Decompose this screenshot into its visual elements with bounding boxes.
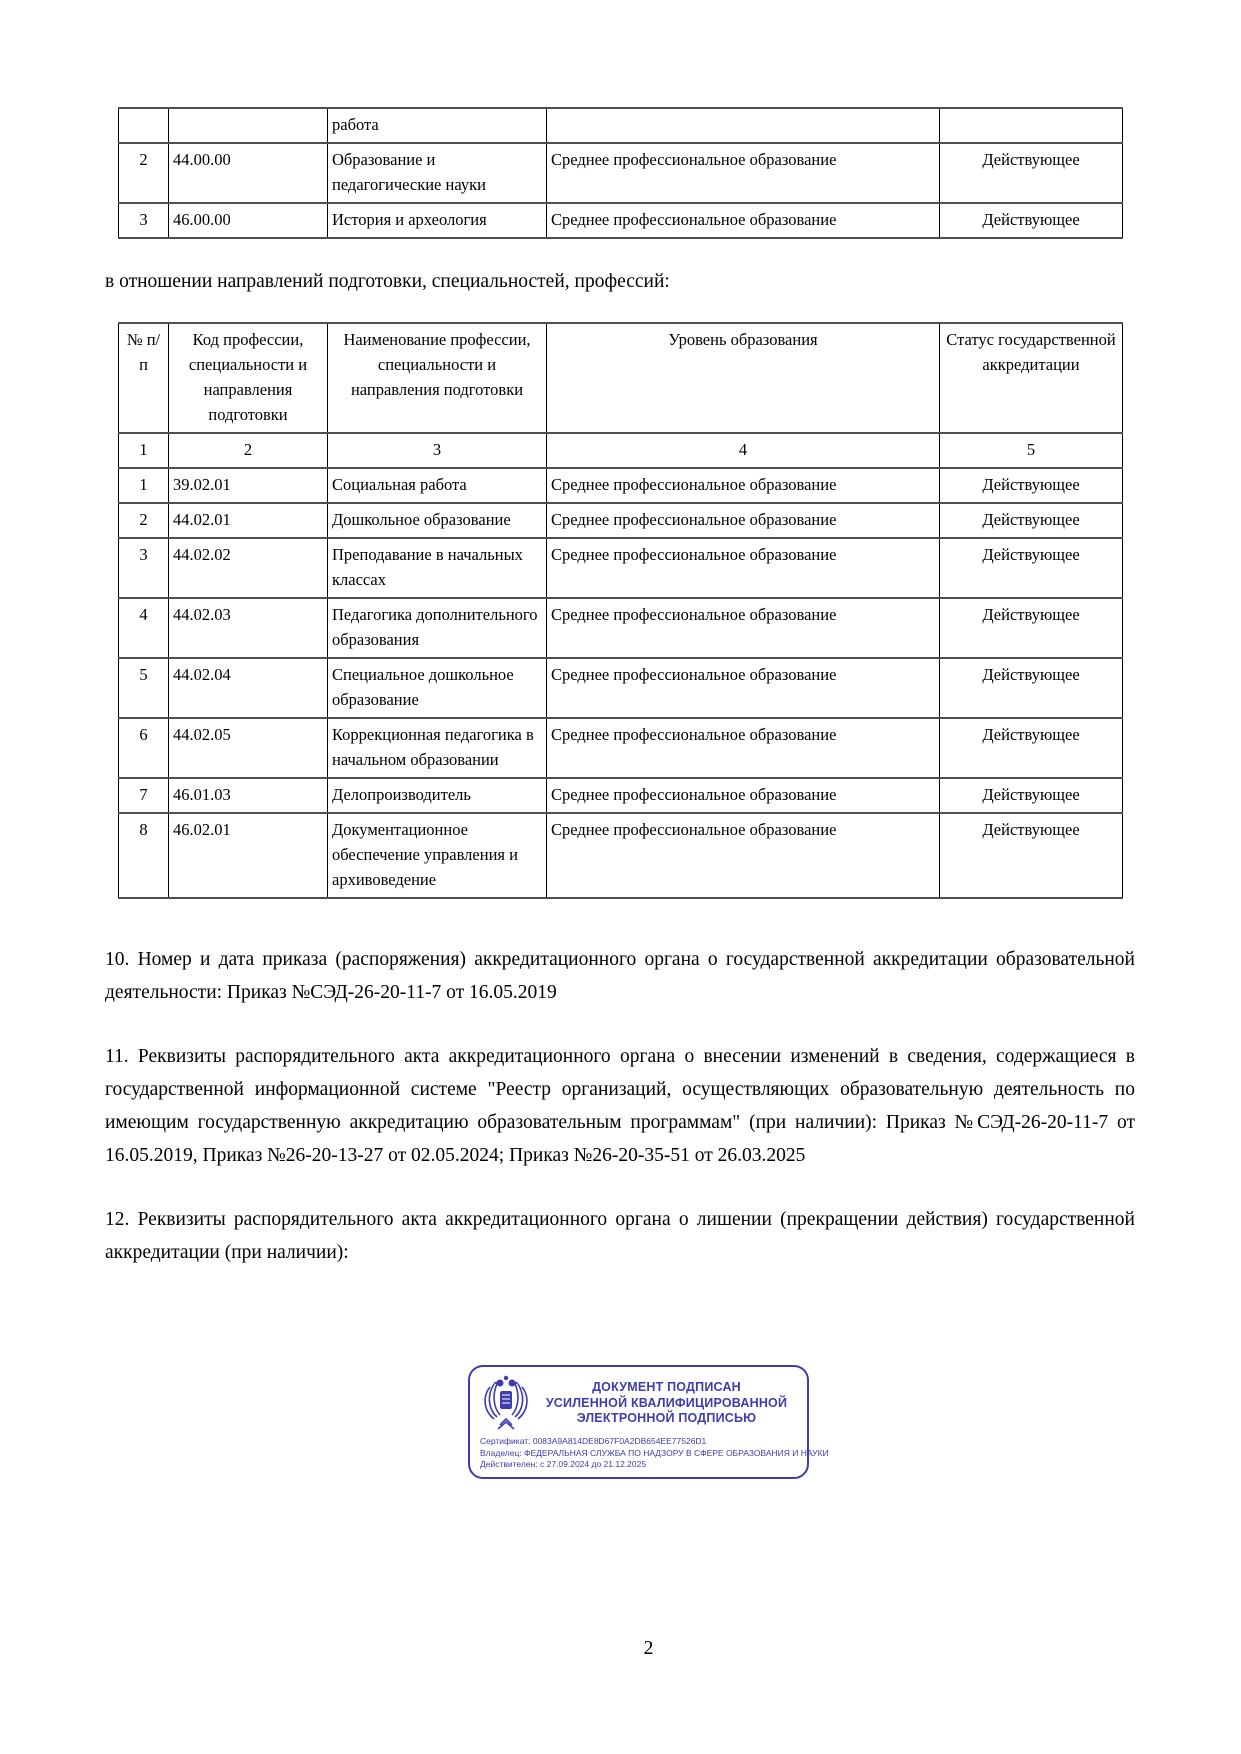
cell-num: 2	[119, 503, 169, 538]
cell-num: 2	[119, 143, 169, 203]
cell-code: 39.02.01	[169, 468, 328, 503]
cell-level: Среднее профессиональное образование	[547, 143, 940, 203]
cell-name: Педагогика дополнительного образования	[328, 598, 547, 658]
cell-status: Действующее	[940, 203, 1123, 238]
colnum: 3	[328, 433, 547, 468]
stamp-certificate: Сертификат: 0083A9A814DE8D67F0A2DB654EE77526D1	[480, 1436, 707, 1446]
cell-level: Среднее профессиональное образование	[547, 658, 940, 718]
stamp-meta	[480, 1436, 829, 1471]
cell-level: Среднее профессиональное образование	[547, 538, 940, 598]
table-row	[119, 813, 1123, 898]
stamp-title-line3: ЭЛЕКТРОННОЙ ПОДПИСЬЮ	[576, 1411, 757, 1425]
paragraph-12: 12. Реквизиты распорядительного акта аккредитационного органа о лишении (прекращении действия) государственной аккредитации (при наличии):	[105, 1209, 1135, 1263]
cell-num: 3	[119, 203, 169, 238]
cell-level: Среднее профессиональное образование	[547, 718, 940, 778]
header-num: № п/п	[119, 323, 169, 433]
cell-name: работа	[328, 108, 547, 143]
cell-status: Действующее	[940, 538, 1123, 598]
table-row	[119, 778, 1123, 813]
table-row	[119, 468, 1123, 503]
cell-name: История и археология	[328, 203, 547, 238]
colnum: 5	[940, 433, 1123, 468]
cell-name: Образование и педагогические науки	[328, 143, 547, 203]
cell-num: 6	[119, 718, 169, 778]
signature-stamp	[468, 1365, 829, 1479]
cell-status: Действующее	[940, 658, 1123, 718]
cell-level: Среднее профессиональное образование	[547, 203, 940, 238]
cell-status: Действующее	[940, 718, 1123, 778]
header-code: Код профессии, специальности и направления подготовки	[169, 323, 328, 433]
header-level: Уровень образования	[547, 323, 940, 433]
accreditation-groups-table	[118, 107, 1123, 239]
cell-status: Действующее	[940, 468, 1123, 503]
stamp-title	[536, 1375, 797, 1427]
colnum: 1	[119, 433, 169, 468]
cell-level	[547, 108, 940, 143]
cell-code: 44.00.00	[169, 143, 328, 203]
colnum: 4	[547, 433, 940, 468]
cell-status: Действующее	[940, 143, 1123, 203]
table-row	[119, 203, 1123, 238]
table-row	[119, 598, 1123, 658]
cell-status: Действующее	[940, 598, 1123, 658]
stamp-title-line2: УСИЛЕННОЙ КВАЛИФИЦИРОВАННОЙ	[545, 1395, 788, 1410]
cell-level: Среднее профессиональное образование	[547, 778, 940, 813]
cell-num: 3	[119, 538, 169, 598]
header-name: Наименование профессии, специальности и направления подготовки	[328, 323, 547, 433]
table-header-row	[119, 323, 1123, 433]
paragraph-11: 11. Реквизиты распорядительного акта аккредитационного органа о внесении изменений в сведения, содержащиеся в государственной информационной системе "Реестр организаций, осуществляющих образовательную деятельность по имеющим государственную аккредитацию образовательным программам" (при наличии): Приказ №СЭД-26-20-11-7 от 16.05.2019, Приказ №26-20-13-27 от 02.05.2024; Приказ №26-20-35-51 от 26.03.2025	[105, 1046, 1135, 1166]
table-row	[119, 718, 1123, 778]
cell-name: Документационное обеспечение управления и архивоведение	[328, 813, 547, 898]
table-row	[119, 503, 1123, 538]
cell-level: Среднее профессиональное образование	[547, 598, 940, 658]
cell-name: Коррекционная педагогика в начальном образовании	[328, 718, 547, 778]
cell-level: Среднее профессиональное образование	[547, 503, 940, 538]
cell-code: 46.02.01	[169, 813, 328, 898]
cell-status: Действующее	[940, 813, 1123, 898]
intro-line: в отношении направлений подготовки, специальностей, профессий:	[105, 271, 670, 292]
column-numbers-row	[119, 433, 1123, 468]
cell-code: 46.01.03	[169, 778, 328, 813]
coat-of-arms-icon	[480, 1375, 532, 1433]
cell-num: 4	[119, 598, 169, 658]
cell-code: 44.02.04	[169, 658, 328, 718]
cell-num: 7	[119, 778, 169, 813]
cell-num: 1	[119, 468, 169, 503]
table-row	[119, 658, 1123, 718]
cell-name: Преподавание в начальных классах	[328, 538, 547, 598]
cell-num: 8	[119, 813, 169, 898]
cell-level: Среднее профессиональное образование	[547, 813, 940, 898]
cell-status: Действующее	[940, 778, 1123, 813]
cell-code: 44.02.02	[169, 538, 328, 598]
cell-num: 5	[119, 658, 169, 718]
cell-name: Специальное дошкольное образование	[328, 658, 547, 718]
header-status: Статус государственной аккредитации	[940, 323, 1123, 433]
paragraph-10: 10. Номер и дата приказа (распоряжения) аккредитационного органа о государственной аккредитации образовательной деятельности: Приказ №СЭД-26-20-11-7 от 16.05.2019	[105, 949, 1135, 1003]
stamp-validity: Действителен: с 27.09.2024 до 21.12.2025	[480, 1459, 647, 1469]
table-row	[119, 108, 1123, 143]
cell-code: 44.02.03	[169, 598, 328, 658]
cell-level: Среднее профессиональное образование	[547, 468, 940, 503]
stamp-title-line1: ДОКУМЕНТ ПОДПИСАН	[592, 1380, 741, 1394]
stamp-owner: Владелец: ФЕДЕРАЛЬНАЯ СЛУЖБА ПО НАДЗОРУ В СФЕРЕ ОБРАЗОВАНИЯ И НАУКИ	[480, 1447, 829, 1458]
stamp-header	[480, 1375, 797, 1433]
table-row	[119, 143, 1123, 203]
cell-code: 44.02.01	[169, 503, 328, 538]
cell-status: Действующее	[940, 503, 1123, 538]
colnum: 2	[169, 433, 328, 468]
page-number: 2	[643, 1638, 654, 1659]
specialties-table	[118, 322, 1123, 899]
cell-name: Дошкольное образование	[328, 503, 547, 538]
cell-name: Социальная работа	[328, 468, 547, 503]
cell-code: 44.02.05	[169, 718, 328, 778]
cell-status	[940, 108, 1123, 143]
table-row	[119, 538, 1123, 598]
cell-code: 46.00.00	[169, 203, 328, 238]
cell-name: Делопроизводитель	[328, 778, 547, 813]
cell-code	[169, 108, 328, 143]
cell-num	[119, 108, 169, 143]
